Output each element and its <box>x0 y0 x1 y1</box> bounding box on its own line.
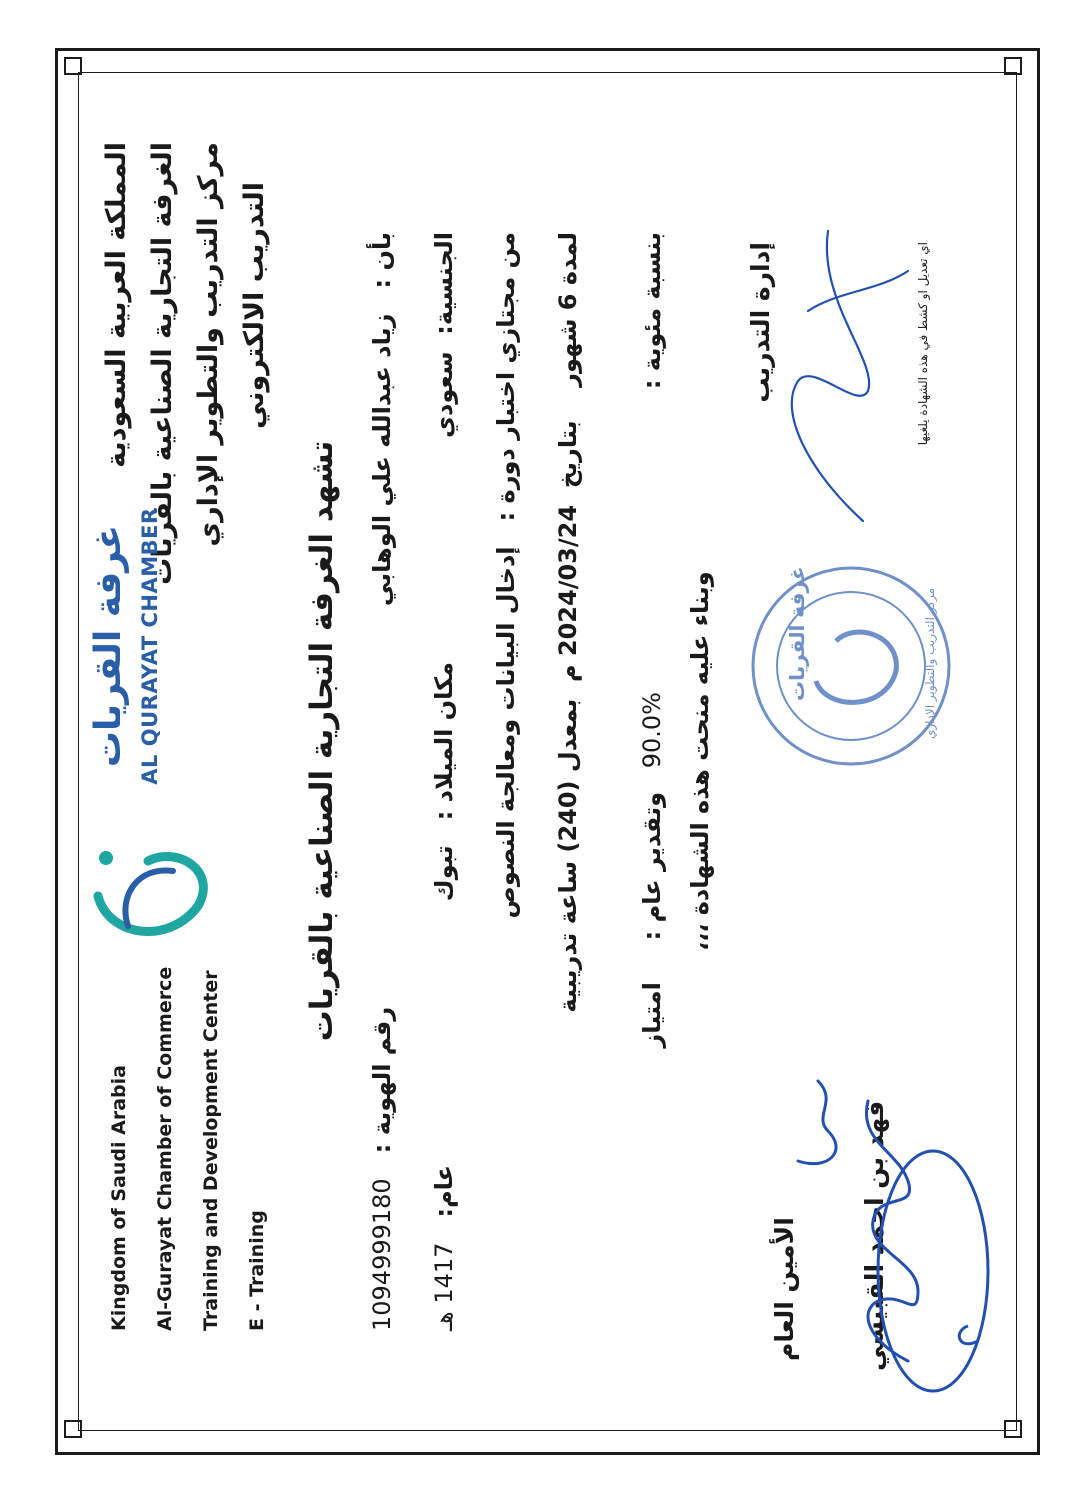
hours-text: بمعدل (240) ساعة تدريبية <box>554 698 582 1013</box>
nationality-value: سعودي <box>430 351 458 438</box>
nationality-label: الجنسية: <box>430 232 458 335</box>
birthplace-label: مكان الميلاد : <box>430 662 458 821</box>
chamber-logo-icon <box>78 826 218 966</box>
percent-value-row <box>638 692 666 768</box>
grade-value: امتياز <box>638 982 666 1048</box>
stamp-ring-text: مركز التدريب والتطوير الإداري <box>923 587 937 739</box>
header-en-line1: Kingdom of Saudi Arabia <box>108 1065 130 1331</box>
logo-text-arabic: غرفة القريات <box>88 524 129 768</box>
percent-value: 90.0% <box>638 692 666 769</box>
training-dept-label: إدارة التدريب <box>746 242 775 403</box>
course-name: إدخال البيانات ومعالجة النصوص <box>492 546 520 919</box>
nationality-row <box>430 232 458 438</box>
year-value: 1417 هـ <box>430 1242 458 1331</box>
that-label: بأن : <box>368 232 396 289</box>
tamper-note: اي تعديل او كشط في هذه الشهادة يلغيها <box>916 242 930 446</box>
header-en-line3: Training and Development Center <box>200 970 222 1331</box>
name-row <box>368 232 396 606</box>
duration-row <box>554 232 582 1013</box>
header-ar-line4: التدريب الالكتروني <box>239 182 270 429</box>
duration: لمدة 6 شهور <box>554 232 582 387</box>
logo-text-english: AL QURAYAT CHAMBER <box>138 507 162 785</box>
year-row <box>430 1165 458 1331</box>
header-ar-line2: الغرفة التجارية الصناعية بالقريات <box>147 142 178 585</box>
grade-row <box>638 792 666 1048</box>
header-en-line4: E - Training <box>246 1210 268 1331</box>
course-prefix: من مجتازي اختبار دورة : <box>492 232 520 522</box>
header-ar-line1: المملكة العربية السعودية <box>101 142 132 468</box>
certificate-content <box>78 72 1017 1431</box>
grade-label: وتقدير عام : <box>638 792 666 941</box>
course-row <box>492 232 520 918</box>
id-label: رقم الهوية : <box>368 1006 396 1154</box>
official-stamp-icon <box>746 561 956 771</box>
header-en-line2: Al-Gurayat Chamber of Commerce <box>154 966 176 1331</box>
header-english <box>96 967 280 1331</box>
percent-label: بنسبة مئوية : <box>638 232 666 390</box>
birthplace-row <box>430 662 458 901</box>
birthplace-value: تبوك <box>430 845 458 902</box>
percent-row <box>638 232 666 389</box>
header-ar-line3: مركز التدريب والتطوير الإداري <box>193 142 224 547</box>
closing-text: وبناء عليه منحت هذه الشهادة ،،، <box>686 571 714 951</box>
secretary-label: الأمين العام <box>770 1217 799 1361</box>
secretary-signature-icon <box>758 1041 1008 1401</box>
date-value: 2024/03/24 م <box>554 504 582 683</box>
date-label: بتاريخ <box>554 420 582 489</box>
recipient-name: زياد عبدالله علي الوهابي <box>368 313 396 607</box>
id-value: 1094999180 <box>368 1178 396 1331</box>
stamp-top-text: غرفة القريات <box>785 566 809 701</box>
certificate-title: تشهد الغرفة التجارية الصناعية بالقريات <box>304 440 340 1042</box>
id-row <box>368 1007 396 1331</box>
year-label: عام: <box>430 1164 458 1218</box>
training-signature-icon <box>768 221 918 531</box>
secretary-name: فهد بن احمد القبيسي <box>860 1100 889 1371</box>
